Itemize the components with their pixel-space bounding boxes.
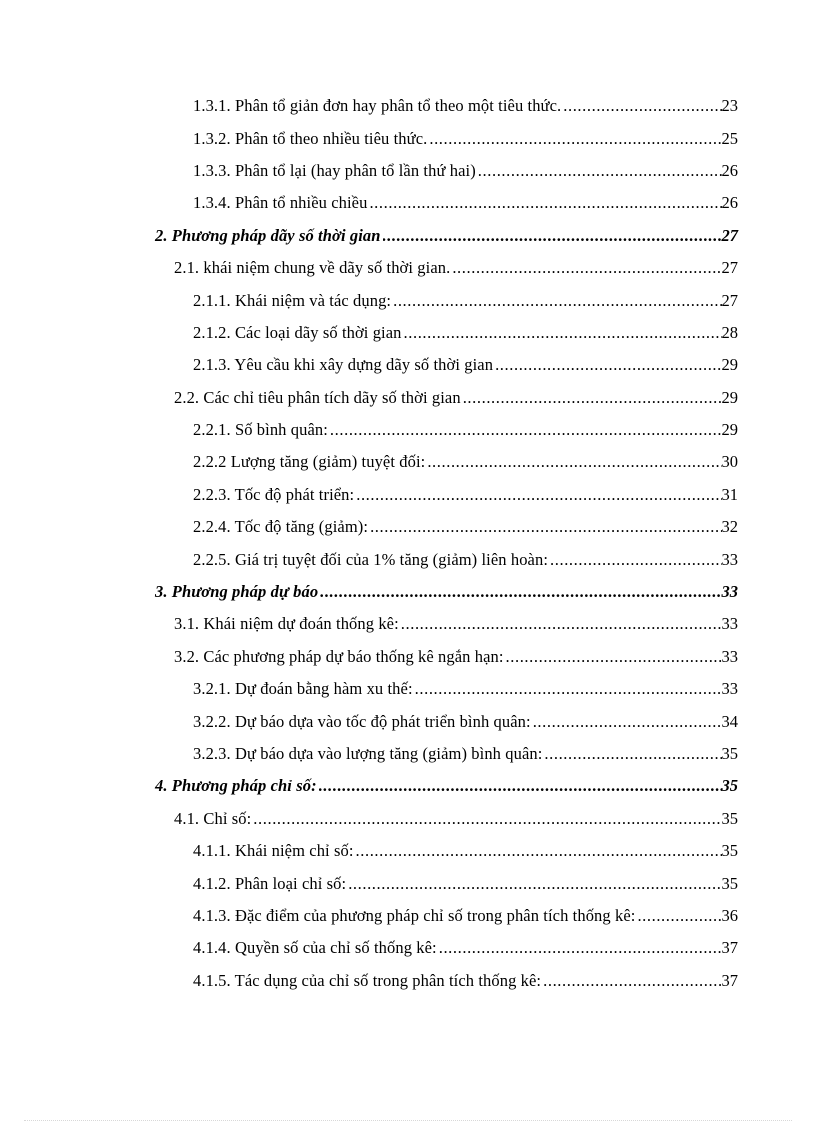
dot-leader [506,647,722,667]
toc-entry-title: 2.2.4. Tốc độ tăng (giảm): [193,517,369,537]
toc-page-number: 27 [721,258,738,278]
toc-entry-title: 3.2. Các phương pháp dự báo thống kê ngắn hạn: [174,646,504,666]
toc-entry-2-2-5[interactable] [0,543,816,575]
dot-leader [478,161,722,181]
dot-leader [356,841,722,861]
dot-leader [356,485,721,505]
toc-entry-title: 4. Phương pháp chỉ số: [155,776,317,796]
toc-entry-title: 4.1. Chỉ số: [174,808,252,828]
dot-leader [429,129,721,149]
toc-page-number: 26 [721,160,738,180]
toc-entry-2-2-4[interactable] [0,511,816,543]
toc-entry-title: 4.1.3. Đặc điểm của phương pháp chỉ số trong phân tích thống kê: [193,905,636,925]
toc-entry-title: 2.2.1. Số bình quân: [193,420,328,440]
dot-leader [404,323,722,343]
dot-leader [550,550,721,570]
toc-entry-title: 4.1.4. Quyền số của chỉ số thống kê: [193,938,437,958]
toc-entry-title: 3.2.3. Dự báo dựa vào lượng tăng (giảm) bình quân: [193,744,543,763]
toc-entry-3-2-1[interactable] [0,673,816,705]
dot-leader [370,517,721,537]
dot-leader [401,614,722,634]
dot-leader [383,226,722,246]
dot-leader [393,291,721,311]
toc-entry-title: 2.2.2 Lượng tăng (giảm) tuyệt đối: [193,452,426,472]
toc-entry-4-1-1[interactable] [0,835,816,867]
dot-leader [330,420,722,440]
toc-page-number: 33 [721,549,738,569]
toc-page-number: 34 [721,711,738,731]
toc-entry-4-1-5[interactable] [0,965,816,997]
toc-page-number: 29 [721,355,738,375]
toc-page-number: 27 [721,290,738,310]
toc-entry-2-2-3[interactable] [0,479,816,511]
table-of-contents [0,90,816,997]
toc-entry-title: 4.1.1. Khái niệm chỉ số: [193,841,354,861]
toc-entry-title: 2.1.3. Yêu cầu khi xây dựng dãy số thời gian [193,355,494,375]
toc-page-number: 27 [721,225,738,245]
toc-entry-title: 2.1. khái niệm chung về dãy số thời gian. [174,258,451,278]
toc-entry-title: 2.1.2. Các loại dãy số thời gian [193,322,402,342]
toc-page-number: 36 [721,905,738,925]
dot-leader [348,874,721,894]
toc-page-number: 37 [721,970,738,990]
toc-entry-title: 3.2.1. Dự đoán bằng hàm xu thế: [193,679,413,699]
toc-entry-title: 2.2.3. Tốc độ phát triển: [193,484,355,504]
toc-entry-1-3-3[interactable] [0,155,816,187]
toc-page-number: 29 [721,420,738,440]
dot-leader [563,96,721,116]
dot-leader [533,712,722,732]
toc-entry-2-2[interactable] [0,382,816,414]
dot-leader [253,809,721,829]
page-bottom-divider [24,1120,792,1121]
toc-entry-4[interactable] [0,770,816,802]
dot-leader [452,258,721,278]
toc-page-number: 25 [721,128,738,148]
toc-entry-2-1-1[interactable] [0,284,816,316]
toc-entry-4-1-4[interactable] [0,932,816,964]
toc-entry-2-1-3[interactable] [0,349,816,381]
toc-entry-title: 2. Phương pháp dãy số thời gian [155,225,381,245]
toc-entry-title: 1.3.3. Phân tổ lại (hay phân tổ lần thứ hai) [193,160,476,180]
toc-page-number: 35 [721,808,738,828]
toc-entry-title: 3.2.2. Dự báo dựa vào tốc độ phát triển bình quân: [193,711,531,731]
toc-page-number: 35 [721,776,738,796]
toc-entry-3-1[interactable] [0,608,816,640]
toc-entry-title: 2.1.1. Khái niệm và tác dụng: [193,290,392,310]
toc-page-number: 33 [721,614,738,634]
toc-entry-4-1[interactable] [0,803,816,835]
toc-page-number: 31 [721,484,738,504]
toc-entry-2-2-1[interactable] [0,414,816,446]
dot-leader [495,355,721,375]
toc-entry-2-1-2[interactable] [0,317,816,349]
toc-page-number: 35 [721,841,738,861]
toc-entry-2[interactable] [0,220,816,252]
toc-entry-title: 3.1. Khái niệm dự đoán thống kê: [174,614,399,634]
toc-page-number: 35 [721,873,738,893]
toc-page-number: 35 [721,744,738,763]
dot-leader [319,776,722,796]
toc-entry-2-2-2[interactable] [0,446,816,478]
toc-page-number: 29 [721,387,738,407]
toc-page-number: 26 [721,193,738,213]
dot-leader [427,452,721,472]
toc-page-number: 28 [721,322,738,342]
toc-entry-1-3-4[interactable] [0,187,816,219]
toc-entry-title: 4.1.5. Tác dụng của chỉ số trong phân tích thống kê: [193,970,542,990]
toc-page-number: 23 [721,96,738,116]
toc-entry-title: 1.3.2. Phân tổ theo nhiều tiêu thức. [193,128,428,148]
toc-entry-title: 1.3.1. Phân tổ giản đơn hay phân tổ theo một tiêu thức. [193,96,562,116]
toc-page-number: 30 [721,452,738,472]
toc-entry-title: 3. Phương pháp dự báo [155,582,319,602]
toc-entry-2-1[interactable] [0,252,816,284]
toc-entry-title: 4.1.2. Phân loại chỉ số: [193,873,347,893]
toc-entry-3-2-3[interactable] [0,738,816,770]
toc-page-number: 33 [721,646,738,666]
dot-leader [369,193,721,213]
dot-leader [544,744,721,764]
dot-leader [463,388,722,408]
toc-entry-title: 2.2.5. Giá trị tuyệt đối của 1% tăng (giảm) liên hoàn: [193,549,549,569]
dot-leader [637,906,721,926]
toc-page-number: 37 [721,938,738,958]
dot-leader [320,582,721,602]
toc-page-number: 33 [721,582,738,602]
toc-entry-3-2-2[interactable] [0,705,816,737]
toc-entry-3-2[interactable] [0,641,816,673]
toc-entry-1-3-1[interactable] [0,90,816,122]
toc-entry-title: 1.3.4. Phân tổ nhiều chiều [193,193,368,213]
toc-entry-1-3-2[interactable] [0,122,816,154]
toc-entry-4-1-2[interactable] [0,867,816,899]
toc-entry-title: 2.2. Các chỉ tiêu phân tích dãy số thời gian [174,387,461,407]
toc-page-number: 33 [721,679,738,699]
toc-page-number: 32 [721,517,738,537]
toc-entry-4-1-3[interactable] [0,900,816,932]
dot-leader [543,971,721,991]
dot-leader [439,938,722,958]
toc-entry-3[interactable] [0,576,816,608]
dot-leader [415,679,722,699]
